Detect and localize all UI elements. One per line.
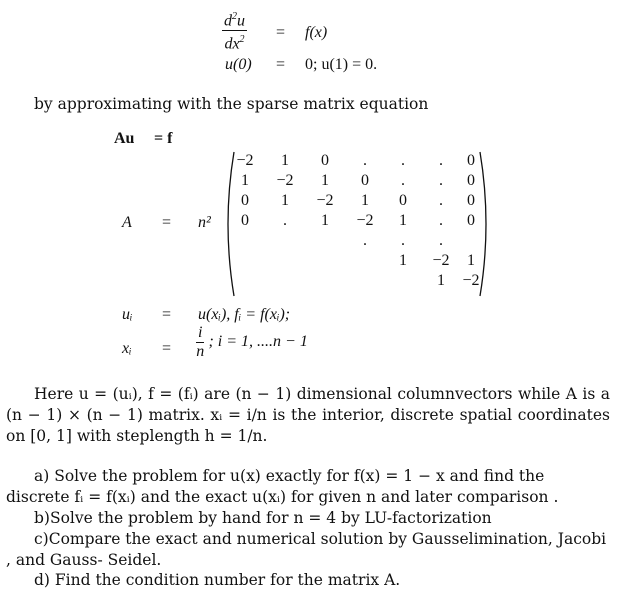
bc-equals: = [276,56,286,73]
matrix-cell: . [439,212,443,229]
x-def-rest: ; i = 1, ....n − 1 [208,333,308,351]
matrix-cell: 0 [321,152,329,169]
matrix-cell: −2 [432,252,450,269]
x-def-equals: = [162,340,172,357]
matrix-cell: 1 [241,172,249,189]
matrix-cell: −2 [236,152,254,169]
matrix-A [230,152,480,298]
u-def-rhs: u(xᵢ), fᵢ = f(xᵢ); [198,306,291,323]
matrix-cell: −2 [276,172,294,189]
matrix-cell: 0 [467,212,475,229]
system-rhs: = f [154,130,173,147]
n-squared: n² [198,214,211,231]
x-def-numerator: i [198,324,203,341]
x-def-lhs: xᵢ [122,340,132,357]
matrix-cell: 0 [241,212,249,229]
matrix-cell: 1 [399,212,407,229]
ode-equals: = [276,24,286,41]
matrix-cell: 1 [467,252,475,269]
matrix-cell: . [401,172,405,189]
matrix-cell: −2 [316,192,334,209]
bc-rhs: 0; u(1) = 0. [305,56,378,73]
intro-text: by approximating with the sparse matrix equation [34,95,429,113]
description-paragraph: Here u = (uᵢ), f = (fᵢ) are (n − 1) dimensional columnvectors while A is a (n − 1) × (n − 1) matrix. xᵢ = i/n is the interior, discrete spatial coordinates on [0, 1] with steplength h = 1/n. [6,385,610,445]
question-c: c)Compare the exact and numerical solution by Gausselimination, Jacobi , and Gauss- Seidel. [6,530,607,569]
question-b: b)Solve the problem by hand for n = 4 by LU-factorization [34,509,492,527]
x-def-rhs [196,324,308,361]
u-def-lhs: uᵢ [122,306,133,323]
matrix-cell: 0 [467,152,475,169]
matrix-cell: 1 [399,252,407,269]
matrix-cell: 1 [281,152,289,169]
matrix-cell: . [439,152,443,169]
matrix-cell: 1 [321,212,329,229]
matrix-cell: . [363,152,367,169]
question-a: a) Solve the problem for u(x) exactly for f(x) = 1 − x and find the discrete fᵢ = f(xᵢ) and the exact u(xᵢ) for given n and later comparison . [6,467,559,506]
matrix-cell: . [401,232,405,249]
bc-lhs: u(0) [225,56,252,73]
matrix-cell: −2 [462,272,480,289]
x-def-fraction [196,324,204,361]
matrix-cell: 0 [361,172,369,189]
matrix-cell: 1 [281,192,289,209]
ode-lhs [222,8,247,54]
matrix-cell: 1 [321,172,329,189]
matrix-cell: . [439,192,443,209]
matrix-cell: 0 [241,192,249,209]
second-derivative-fraction: $\frac{d^2u}{dx^2}$ [222,8,247,54]
matrix-cell: 0 [467,192,475,209]
matrix-equals: = [162,214,172,231]
matrix-label: A [122,214,132,231]
matrix-cell: . [401,152,405,169]
question-d: d) Find the condition number for the matrix A. [34,571,401,589]
x-def-denominator: n [196,343,205,360]
matrix-cell: 0 [467,172,475,189]
matrix-cell: . [439,232,443,249]
matrix-cell: . [283,212,287,229]
matrix-cell: . [363,232,367,249]
system-lhs: Au [114,130,135,147]
matrix-cell: 1 [361,192,369,209]
matrix-cell: 1 [437,272,445,289]
matrix-cell: . [439,172,443,189]
ode-rhs: f(x) [305,24,328,41]
matrix-cell: −2 [356,212,374,229]
matrix-cell: 0 [399,192,407,209]
u-def-equals: = [162,306,172,323]
